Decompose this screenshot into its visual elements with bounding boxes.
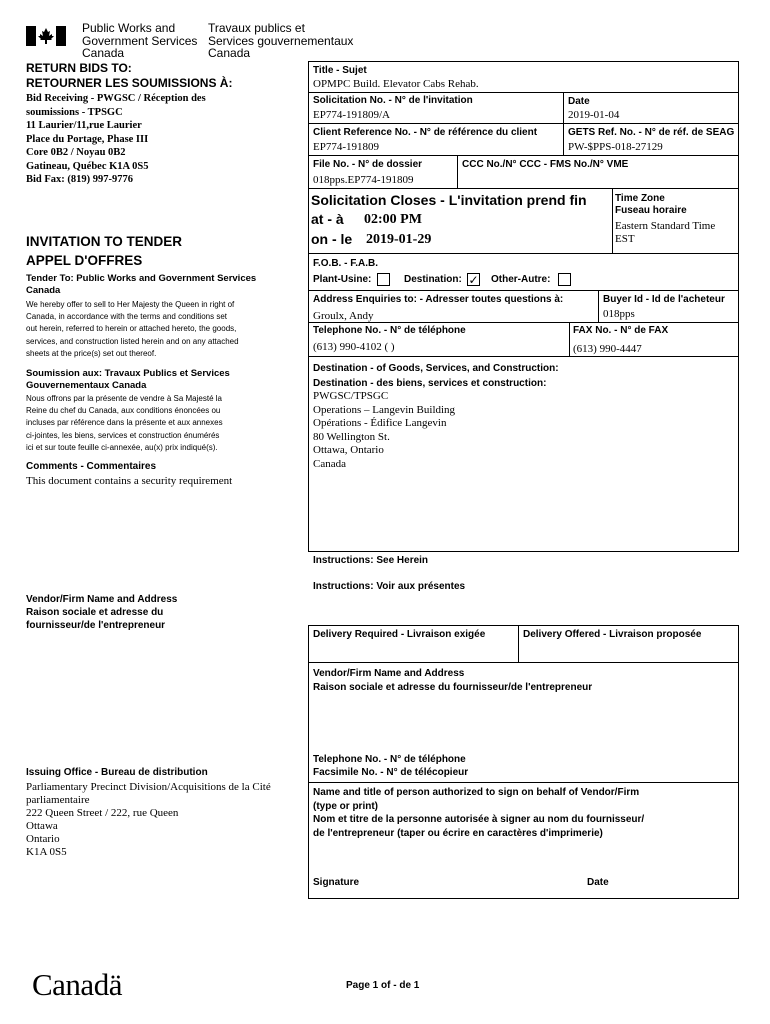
destination-checkbox[interactable]: ✓ (468, 273, 479, 287)
on-value: 2019-01-29 (366, 232, 432, 247)
vendor-telephone-label: Telephone No. - N° de téléphone (313, 754, 466, 765)
soumission-label: Soumission aux: Travaux Publics et Services Gouvernementaux Canada (26, 368, 230, 391)
instructions-english: Instructions: See Herein (313, 555, 429, 566)
title-value: OPMPC Build. Elevator Cabs Rehab. (313, 78, 479, 90)
client-ref-label: Client Reference No. - N° de référence du client (313, 127, 538, 138)
address-enquiries-value: Groulx, Andy (313, 310, 374, 322)
client-ref-value: EP774-191809 (313, 141, 379, 153)
title-label: Title - Sujet (313, 65, 367, 76)
buyer-id-value: 018pps (603, 308, 635, 320)
canada-wordmark: Canadä (32, 967, 122, 1002)
date-label: Date (568, 96, 590, 107)
ccc-label: CCC No./N° CCC - FMS No./N° VME (462, 159, 629, 170)
signature-label: Signature (313, 877, 360, 888)
instructions-french: Instructions: Voir aux présentes (313, 581, 466, 592)
department-name-french: Travaux publics et Services gouvernementaux Canada (208, 21, 354, 60)
gets-label: GETS Ref. No. - N° de réf. de SEAG (568, 127, 735, 138)
file-value: 018pps.EP774-191809 (313, 174, 414, 186)
fob-label: F.O.B. - F.A.B. (313, 258, 378, 269)
destination-goods-label: Destination - of Goods, Services, and Construction: Destination - des biens, services et construction: (313, 363, 559, 389)
delivery-offered-label: Delivery Offered - Livraison proposée (523, 629, 702, 640)
fax-label: FAX No. - N° de FAX (573, 325, 669, 336)
tender-text: We hereby offer to sell to Her Majesty the Queen in right of Canada, in accordance with the terms and conditions set out herein, referred to herein or attached hereto, the goods, services, and construction listed herein and on any attached sheets at the price(s) set out thereof. (26, 300, 239, 358)
vendor-fax-label: Facsimile No. - N° de télécopieur (313, 767, 469, 778)
return-bids-title: RETURN BIDS TO: RETOURNER LES SOUMISSIONS À: (26, 61, 233, 90)
plant-label: Plant-Usine: (313, 274, 372, 285)
comments-text: This document contains a security requirement (26, 475, 233, 487)
solicitation-label: Solicitation No. - N° de l'invitation (313, 95, 473, 106)
fax-value: (613) 990-4447 (573, 343, 642, 355)
telephone-value: (613) 990-4102 ( ) (313, 341, 395, 353)
issuing-office-address: Parliamentary Precinct Division/Acquisitions de la Cité parliamentaire 222 Queen Street / 222, rue Queen Ottawa Ontario K1A 0S5 (26, 781, 271, 858)
date-value: 2019-01-04 (568, 109, 620, 121)
time-zone-label: Time Zone Fuseau horaire (615, 193, 687, 216)
time-zone-value: Eastern Standard Time EST (615, 220, 716, 245)
vendor-form-label: Vendor/Firm Name and Address Raison sociale et adresse du fournisseur/de l'entrepreneur (313, 668, 593, 693)
at-label: at - à (311, 211, 344, 227)
other-checkbox[interactable] (558, 273, 571, 286)
telephone-label: Telephone No. - N° de téléphone (313, 325, 466, 336)
file-label: File No. - N° de dossier (313, 159, 423, 170)
destination-label: Destination: (404, 274, 462, 285)
solicitation-value: EP774-191809/A (313, 109, 390, 121)
vendor-left-label: Vendor/Firm Name and Address Raison sociale et adresse du fournisseur/de l'entrepreneur (26, 594, 178, 631)
authorized-person-label: Name and title of person authorized to sign on behalf of Vendor/Firm (type or print) Nom et titre de la personne autorisée à signer au nom du fournisseur/ de l'entrepreneur (taper ou écrire en caractères d'imprimerie) (313, 787, 645, 839)
tender-to-label: Tender To: Public Works and Government Services Canada (26, 273, 257, 296)
soumission-text: Nous offrons par la présente de vendre à Sa Majesté la Reine du chef du Canada, aux conditions énoncées ou incluses par référence dans la présente et aux annexes ci-jointes, les biens, services et construction énumérés ici et sur toute feuille ci-annexée, au(x) prix indiqué(s). (26, 394, 223, 452)
issuing-office-label: Issuing Office - Bureau de distribution (26, 767, 208, 778)
other-label: Other-Autre: (491, 274, 551, 285)
plant-checkbox[interactable] (377, 273, 390, 286)
address-enquiries-label: Address Enquiries to: - Adresser toutes questions à: (313, 294, 564, 305)
return-bids-address: Bid Receiving - PWGSC / Réception des soumissions - TPSGC 11 Laurier/11,rue Laurier Place du Portage, Phase III Core 0B2 / Noyau 0B2 Gatineau, Québec K1A 0S5 Bid Fax: (819) 997-9776 (26, 93, 206, 185)
canada-flag-logo (26, 26, 66, 46)
closes-label: Solicitation Closes - L'invitation prend fin (311, 192, 587, 208)
department-name-english: Public Works and Government Services Canada (82, 21, 198, 60)
comments-label: Comments - Commentaires (26, 461, 157, 472)
gets-value: PW-$PPS-018-27129 (568, 141, 663, 153)
buyer-id-label: Buyer Id - Id de l'acheteur (603, 294, 725, 305)
on-label: on - le (311, 231, 353, 247)
delivery-required-label: Delivery Required - Livraison exigée (313, 629, 486, 640)
at-value: 02:00 PM (364, 212, 422, 227)
destination-address: PWGSC/TPSGC Operations – Langevin Building Opérations - Édifice Langevin 80 Wellington St. Ottawa, Ontario Canada (313, 390, 456, 470)
page-number: Page 1 of - de 1 (346, 980, 420, 991)
signature-date-label: Date (587, 877, 609, 888)
invitation-title: INVITATION TO TENDER APPEL D'OFFRES (26, 234, 183, 268)
